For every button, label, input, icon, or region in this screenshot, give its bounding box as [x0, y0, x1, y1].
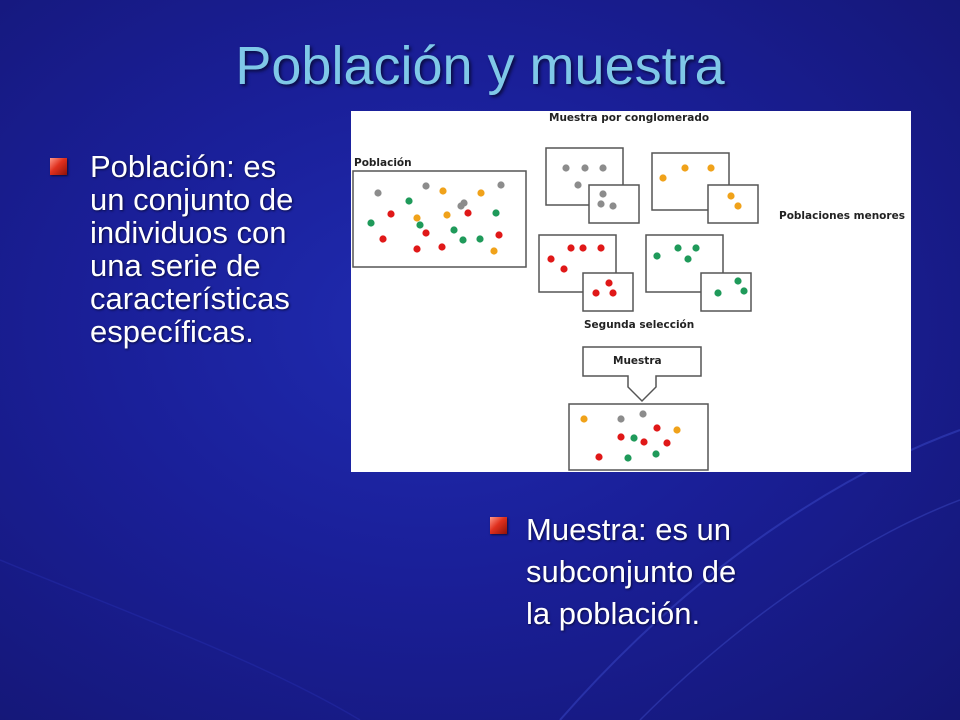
sample-dot — [734, 202, 741, 209]
bullet-square-icon — [490, 517, 507, 534]
sample-dot — [459, 236, 466, 243]
sample-dot — [639, 410, 646, 417]
bullet-poblacion-text — [90, 150, 350, 348]
label-muestra-por-conglomerado: Muestra por conglomerado — [549, 112, 710, 124]
sample-dot — [567, 244, 574, 251]
sample-dot — [727, 192, 734, 199]
sample-dot — [574, 181, 581, 188]
cluster-gray — [546, 148, 639, 223]
bullet-line: un conjunto de — [90, 182, 294, 217]
sample-dot — [495, 231, 502, 238]
sample-dot — [609, 289, 616, 296]
sample-dot — [714, 289, 721, 296]
cluster-orange — [652, 153, 758, 223]
sample-dot — [617, 415, 624, 422]
sample-dot — [659, 174, 666, 181]
bullet-line: específicas. — [90, 314, 254, 349]
slide-title: Población y muestra — [235, 36, 725, 96]
sample-dot — [422, 182, 429, 189]
sample-dot — [562, 164, 569, 171]
bullet-line: Muestra: es un — [526, 512, 732, 547]
sample-dot — [630, 434, 637, 441]
sample-dot — [450, 226, 457, 233]
bullet-muestra-text — [526, 509, 816, 635]
subcluster-box — [708, 185, 758, 223]
sample-dot — [492, 209, 499, 216]
sample-dot — [624, 454, 631, 461]
sample-dot — [663, 439, 670, 446]
sample-dot — [692, 244, 699, 251]
sample-dot — [579, 244, 586, 251]
sample-dot — [617, 433, 624, 440]
sample-dot — [497, 181, 504, 188]
sample-dot — [477, 189, 484, 196]
sample-dot — [707, 164, 714, 171]
sample-dot — [597, 200, 604, 207]
sample-dot — [580, 415, 587, 422]
sample-dot — [597, 244, 604, 251]
sample-dot — [476, 235, 483, 242]
sample-dot — [592, 289, 599, 296]
label-poblacion: Población — [354, 157, 412, 169]
bullet-line: una serie de — [90, 248, 261, 283]
sample-dot — [413, 214, 420, 221]
sample-dot — [560, 265, 567, 272]
sample-dot — [457, 202, 464, 209]
sample-dot — [439, 187, 446, 194]
sample-dot — [595, 453, 602, 460]
bullet-line: Población: es — [90, 149, 277, 184]
sample-dot — [438, 243, 445, 250]
sample-dot — [374, 189, 381, 196]
sample-dot — [422, 229, 429, 236]
sample-dot — [443, 211, 450, 218]
sample-dot — [740, 287, 747, 294]
label-poblaciones-menores: Poblaciones menores — [779, 210, 905, 222]
bullet-line: la población. — [526, 596, 701, 631]
sample-dot — [379, 235, 386, 242]
sample-dot — [652, 450, 659, 457]
sample-dot — [547, 255, 554, 262]
sample-dot — [653, 424, 660, 431]
sample-dot — [581, 164, 588, 171]
sample-dot — [464, 209, 471, 216]
sample-dot — [673, 426, 680, 433]
sample-dot — [405, 197, 412, 204]
sample-dot — [387, 210, 394, 217]
sample-dot — [734, 277, 741, 284]
label-muestra: Muestra — [613, 355, 662, 367]
sample-dot — [605, 279, 612, 286]
sample-dot — [599, 164, 606, 171]
sample-dot — [599, 190, 606, 197]
bullet-line: subconjunto de — [526, 554, 737, 589]
sample-dot — [413, 245, 420, 252]
sample-dot — [367, 219, 374, 226]
bullet-line: individuos con — [90, 215, 287, 250]
cluster-sampling-diagram — [351, 111, 911, 472]
sample-dot — [681, 164, 688, 171]
sample-dot — [684, 255, 691, 262]
bullet-line: características — [90, 281, 290, 316]
sample-box — [569, 404, 708, 470]
sample-dot — [674, 244, 681, 251]
sample-dot — [490, 247, 497, 254]
sample-dot — [416, 221, 423, 228]
sample-dot — [609, 202, 616, 209]
sample-dot — [640, 438, 647, 445]
label-segunda-seleccion: Segunda selección — [584, 319, 695, 331]
diagram-svg — [351, 111, 911, 472]
subcluster-box — [583, 273, 633, 311]
sample-dot — [653, 252, 660, 259]
bullet-square-icon — [50, 158, 67, 175]
